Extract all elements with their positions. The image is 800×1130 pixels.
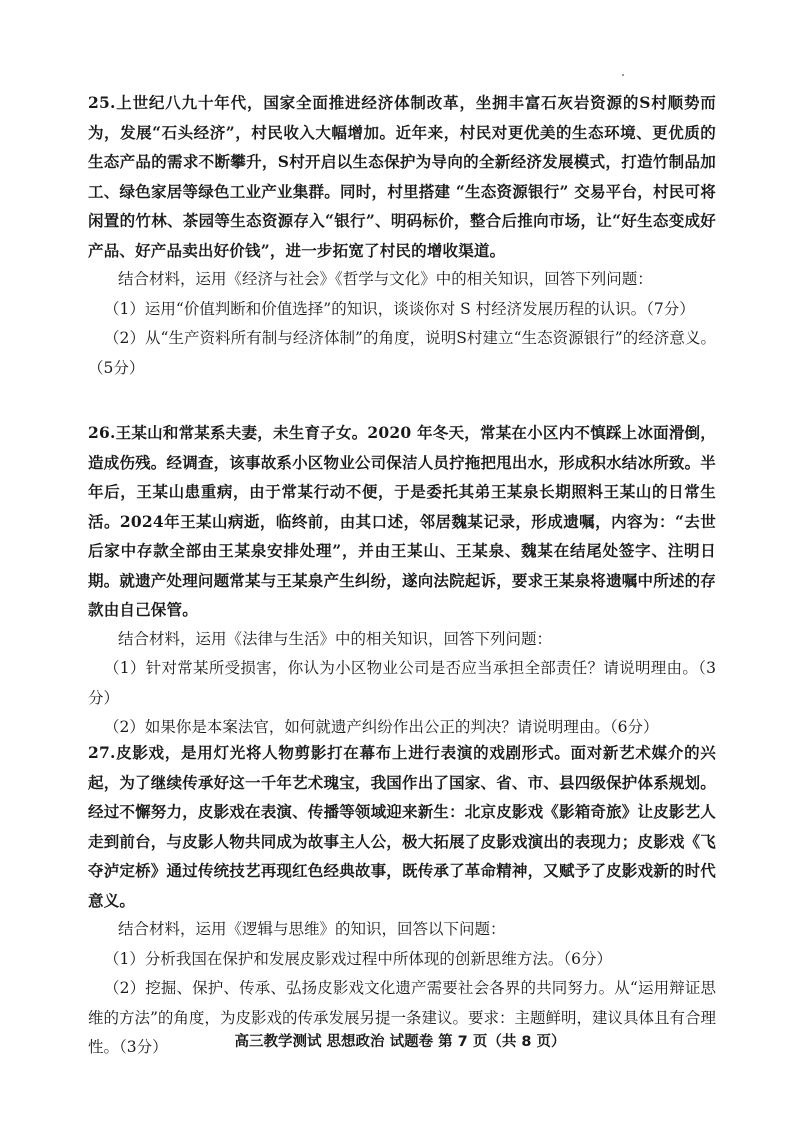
q25-number: 25. [88, 93, 116, 112]
q25-instruction: 结合材料，运用《经济与社会》《哲学与文化》中的相关知识，回答下列问题： [118, 270, 653, 288]
q27-instruction: 结合材料，运用《逻辑与思维》的知识，回答以下问题： [118, 920, 506, 938]
question-26 [88, 418, 716, 743]
q26-sub2: （2）如果你是本案法官，如何就遗产纠纷作出公正的判决？请说明理由。（6分） [104, 718, 659, 736]
q27-material [88, 738, 716, 915]
scan-speck [622, 74, 624, 76]
q25-sub2: （2）从“生产资料所有制与经济体制”的角度，说明S村建立“生态资源银行”的经济意义。（5分） [88, 329, 716, 377]
q25-sub1: （1）运用“价值判断和价值选择”的知识，谈谈你对 S 村经济发展历程的认识。（7分） [104, 299, 695, 318]
q27-sub1: （1）分析我国在保护和发展皮影戏过程中所体现的创新思维方法。（6分） [104, 949, 612, 968]
q27-number: 27. [88, 743, 116, 762]
question-25 [88, 88, 716, 383]
q26-sub1: （1）针对常某所受损害，你认为小区物业公司是否应当承担全部责任？请说明理由。（3分） [88, 659, 716, 707]
q25-material-text: 上世纪八九十年代，国家全面推进经济体制改革，坐拥丰富石灰岩资源的S村顺势而为，发展“石头经济”，村民收入大幅增加。近年来，村民对更优美的生态环境、更优质的生态产品的需求不断攀升，S村开启以生态保护为导向的全新经济发展模式，打造竹制品加工、绿色家居等绿色工业产业集群。同时，村里搭建 “生态资源银行” 交易平台，村民可将闲置的竹林、茶园等生态资源存入“银行”、明码标价，整合后推向市场，让“好生态变成好产品、好产品卖出好价钱”，进一步拓宽了村民的增收渠道。 [88, 93, 716, 260]
q26-instruction: 结合材料，运用《法律与生活》中的相关知识，回答下列问题： [118, 629, 553, 648]
q27-material-text: 皮影戏，是用灯光将人物剪影打在幕布上进行表演的戏剧形式。面对新艺术媒介的兴起，为了继续传承好这一千年艺术瑰宝，我国作出了国家、省、市、县四级保护体系规划。经过不懈努力，皮影戏在表演、传播等领域迎来新生：北京皮影戏《影箱奇旅》让皮影艺人走到前台，与皮影人物共同成为故事主人公，极大拓展了皮影戏演出的表现力；皮影戏《飞夺泸定桥》通过传统技艺再现红色经典故事，既传承了革命精神，又赋予了皮影戏新的时代意义。 [88, 743, 717, 910]
q25-material [88, 88, 716, 265]
page-footer: 高三教学测试 思想政治 试题卷 第 7 页（共 8 页） [234, 1034, 566, 1050]
q27-sub2: （2）挖掘、保护、传承、弘扬皮影戏文化遗产需要社会各界的共同努力。从“运用辩证思维的方法”的角度，为皮影戏的传承发展另提一条建议。要求：主题鲜明，建议具体且有合理性。（3分） [88, 979, 716, 1056]
q26-material [88, 418, 716, 625]
q26-material-text: 王某山和常某系夫妻，未生育子女。2020 年冬天，常某在小区内不慎踩上冰面滑倒，造成伤残。经调查，该事故系小区物业公司保洁人员拧拖把甩出水，形成积水结冰所致。半年后，王某山患重病，由于常某行动不便，于是委托其弟王某泉长期照料王某山的日常生活。2024年王某山病逝，临终前，由其口述，邻居魏某记录，形成遗嘱，内容为：“去世后家中存款全部由王某泉安排处理”，并由王某山、王某泉、魏某在结尾处签字、注明日期。就遗产处理问题常某与王某泉产生纠纷，遂向法院起诉，要求王某泉将遗嘱中所述的存款由自己保管。 [88, 423, 717, 619]
question-27 [88, 738, 716, 1063]
q26-number: 26. [88, 423, 116, 442]
